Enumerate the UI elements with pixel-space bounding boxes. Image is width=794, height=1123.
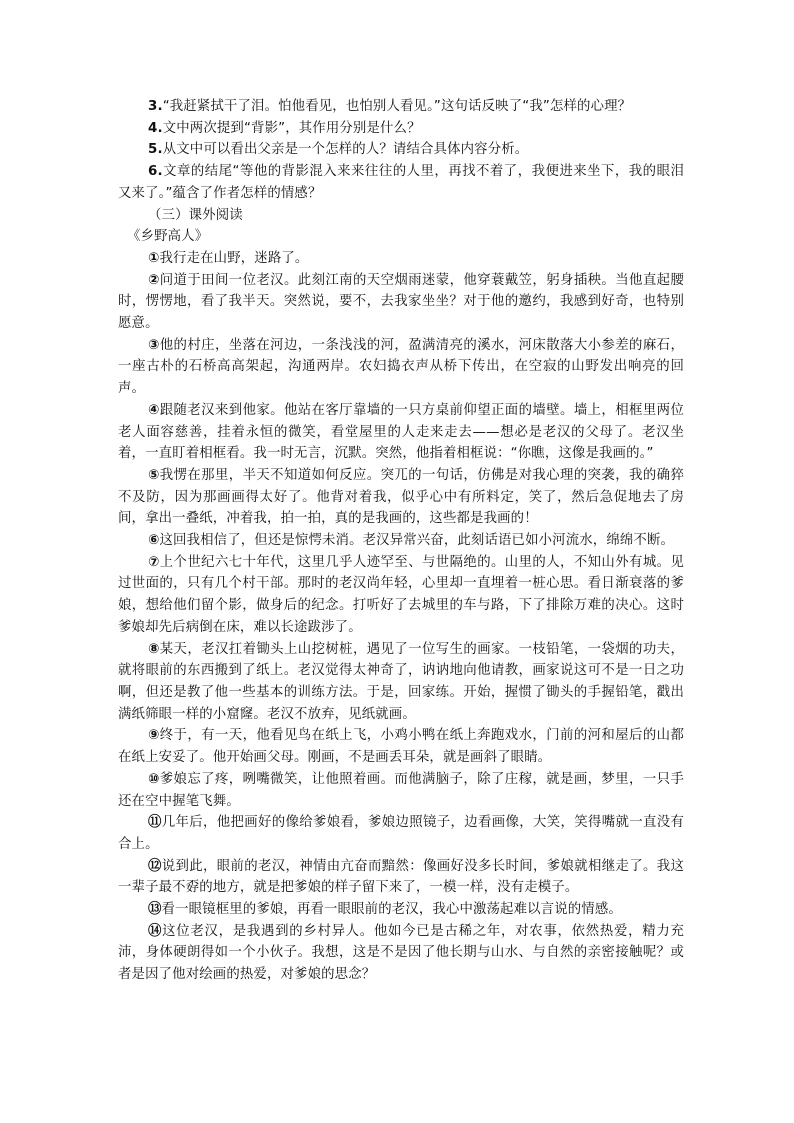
paragraph-text: 上个世纪六七十年代，这里几乎人迹罕至、与世隔绝的。山里的人，不知山外有城。见过世面的，只有几个村干部。那时的老汉尚年轻，心里却一直埋着一桩心思。看日渐衰落的爹娘，想给他们留个影，做身后的纪念。打听好了去城里的车与路，下了排除万难的决心。这时爹娘却先后病倒在床，难以长途跋涉了。 xyxy=(118,554,684,635)
paragraph-mark: ⑧ xyxy=(148,641,160,657)
paragraph-mark: ② xyxy=(148,272,160,288)
paragraph xyxy=(118,769,684,812)
paragraph-text: 跟随老汉来到他家。他站在客厅靠墙的一只方桌前仰望正面的墙壁。墙上，相框里两位老人面容慈善，挂着永恒的微笑，看堂屋里的人走来走去——想必是老汉的父母了。老汉坐着，一直盯着相框看。我一时无言，沉默。突然，他指着相框说：“你瞧，这像是我画的。” xyxy=(118,402,684,462)
paragraph xyxy=(118,530,684,552)
paragraph-text: 这位老汉，是我遇到的乡村异人。他如今已是古稀之年，对农事，依然热爱，精力充沛，身体硬朗得如一个小伙子。我想，这是不是因了他长期与山水、与自然的亲密接触呢？或者是因了他对绘画的热爱，对爹娘的思念？ xyxy=(118,923,684,983)
paragraph-mark: ⑨ xyxy=(148,728,160,744)
paragraph-text: 某天，老汉扛着锄头上山挖树桩，遇见了一位写生的画家。一枝铅笔，一袋烟的功夫，就将眼前的东西搬到了纸上。老汉觉得太神奇了，讷讷地向他请教，画家说这可不是一日之功啊，但还是教了他一些基本的训练方法。于是，回家练。开始，握惯了锄头的手握铅笔，戳出满纸筛眼一样的小窟窿。老汉不放弃，见纸就画。 xyxy=(118,641,684,722)
paragraph-text: 我愣在那里，半天不知道如何反应。突兀的一句话，仿佛是对我心理的突袭，我的确猝不及防，因为那画画得太好了。他背对着我，似乎心中有所料定，笑了，然后急促地去了房间，拿出一叠纸，冲着我，拍一拍，真的是我画的，这些都是我画的！ xyxy=(118,467,684,527)
paragraph xyxy=(118,465,684,530)
paragraph-mark: ⑬ xyxy=(148,902,162,918)
paragraph-mark: ⑥ xyxy=(148,533,160,549)
question-text: “我赶紧拭干了泪。怕他看见，也怕别人看见。”这句话反映了“我”怎样的心理？ xyxy=(162,99,632,114)
paragraph-text: 他的村庄，坐落在河边，一条浅浅的河，盈满清亮的溪水，河床散落大小参差的麻石，一座古朴的石桥高高架起，沟通两岸。农妇捣衣声从桥下传出，在空寂的山野发出响亮的回声。 xyxy=(118,337,684,397)
question-text: 文中两次提到“背影”，其作用分别是什么？ xyxy=(162,120,421,136)
document-page xyxy=(118,96,684,986)
paragraph-mark: ⑭ xyxy=(148,923,163,939)
question-5 xyxy=(118,139,684,161)
question-number: 3. xyxy=(148,99,163,114)
paragraph xyxy=(118,856,684,899)
paragraph-mark: ⑫ xyxy=(148,858,162,874)
question-3 xyxy=(118,96,684,118)
question-4 xyxy=(118,118,684,140)
question-6 xyxy=(118,161,684,204)
article-title: 《乡野高人》 xyxy=(127,229,209,245)
paragraph xyxy=(118,400,684,465)
paragraph-mark: ⑤ xyxy=(148,467,160,483)
question-text: 从文中可以看出父亲是一个怎样的人？请结合具体内容分析。 xyxy=(162,142,529,158)
paragraph-text: 这回我相信了，但还是惊愕未消。老汉异常兴奋，此刻话语已如小河流水，绵绵不断。 xyxy=(159,533,675,549)
paragraph-mark: ① xyxy=(148,250,160,266)
paragraph xyxy=(118,639,684,726)
paragraph-text: 说到此，眼前的老汉，神情由亢奋而黯然：像画好没多长时间，爹娘就相继走了。我这一辈子最不孬的地方，就是把爹娘的样子留下来了，一模一样，没有走模子。 xyxy=(118,858,684,896)
paragraph-text: 爹娘忘了疼，咧嘴微笑，让他照着画。而他满脑子，除了庄稼，就是画，梦里，一只手还在空中握笔飞舞。 xyxy=(118,771,684,809)
paragraph xyxy=(118,270,684,335)
paragraph-text: 我行走在山野，迷路了。 xyxy=(159,250,309,266)
paragraph-mark: ⑦ xyxy=(148,554,160,570)
paragraph xyxy=(118,335,684,400)
question-number: 6. xyxy=(148,164,163,180)
paragraph-text: 几年后，他把画好的像给爹娘看，爹娘边照镜子，边看画像，大笑，笑得嘴就一直没有合上。 xyxy=(118,815,684,852)
paragraph xyxy=(118,552,684,639)
paragraph-text: 看一眼镜框里的爹娘，再看一眼眼前的老汉，我心中激荡起难以言说的情感。 xyxy=(161,902,622,918)
question-number: 5. xyxy=(148,142,163,158)
question-number: 4. xyxy=(148,120,163,136)
paragraph-mark: ⑩ xyxy=(148,771,160,787)
paragraph-mark: ③ xyxy=(148,337,160,353)
paragraph-mark: ⑪ xyxy=(148,815,162,831)
paragraph-text: 问道于田间一位老汉。此刻江南的天空烟雨迷蒙，他穿蓑戴笠，躬身插秧。当他直起腰时，愣愣地，看了我半天。突然说，要不，去我家坐坐？对于他的邀约，我感到好奇，也特别愿意。 xyxy=(118,272,684,332)
paragraph xyxy=(118,248,684,270)
paragraph xyxy=(118,899,684,921)
section-heading: （三）课外阅读 xyxy=(148,207,243,223)
paragraph-text: 终于，有一天，他看见鸟在纸上飞，小鸡小鸭在纸上奔跑戏水，门前的河和屋后的山都在纸上安妥了。他开始画父母。刚画，不是画丢耳朵，就是画斜了眼睛。 xyxy=(118,728,684,766)
paragraph xyxy=(118,812,684,855)
paragraph xyxy=(118,725,684,768)
question-text: 文章的结尾“等他的背影混入来来往往的人里，再找不着了，我便进来坐下，我的眼泪又来了。”蕴含了作者怎样的情感？ xyxy=(118,164,684,201)
paragraph xyxy=(118,921,684,986)
paragraph-mark: ④ xyxy=(148,402,160,418)
